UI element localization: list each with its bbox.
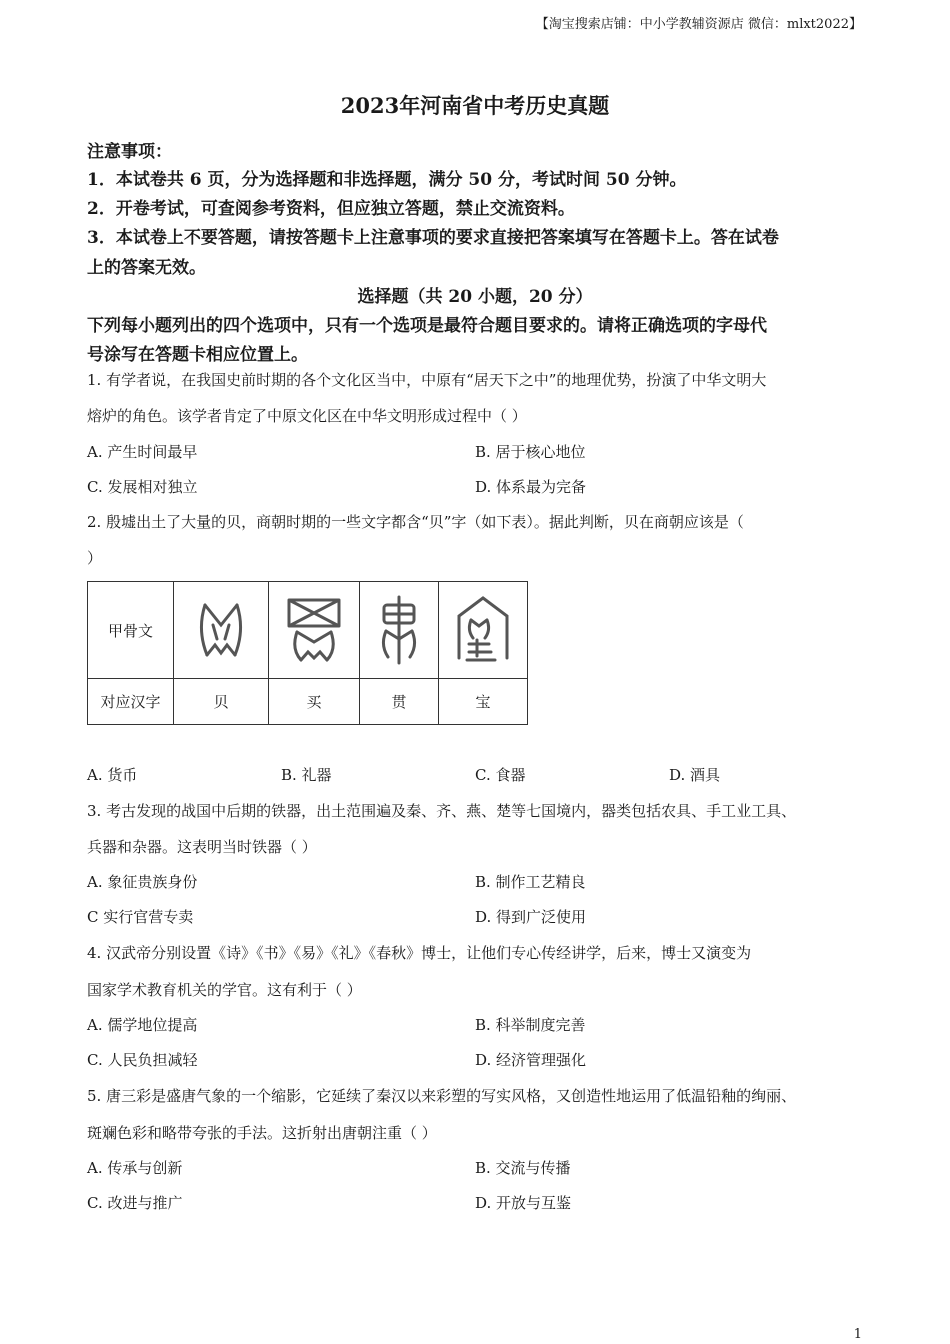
question-4-line-1: 4. 汉武帝分别设置《诗》《书》《易》《礼》《春秋》博士，让他们专心传经讲学，后来，博士又演变为 bbox=[87, 944, 752, 962]
char-bei: 贝 bbox=[174, 679, 269, 725]
question-3-option-d: D. 得到广泛使用 bbox=[475, 908, 587, 926]
page-number: 1 bbox=[853, 1327, 862, 1342]
question-2-option-b: B. 礼器 bbox=[281, 766, 332, 784]
question-2-option-d: D. 酒具 bbox=[669, 766, 721, 784]
question-5-option-d: D. 开放与互鉴 bbox=[475, 1194, 572, 1212]
oracle-bei-image bbox=[193, 595, 249, 665]
oracle-glyph-guan bbox=[360, 582, 439, 679]
question-1-option-c: C. 发展相对独立 bbox=[87, 478, 198, 496]
question-1-line-1: 1. 有学者说，在我国史前时期的各个文化区当中，中原有“居天下之中”的地理优势，扮演了中华文明大 bbox=[87, 371, 767, 389]
question-4-option-d: D. 经济管理强化 bbox=[475, 1051, 587, 1069]
question-3-option-a: A. 象征贵族身份 bbox=[87, 873, 198, 891]
oracle-bone-table bbox=[87, 581, 528, 725]
char-bao: 宝 bbox=[439, 679, 528, 725]
question-5-option-b: B. 交流与传播 bbox=[475, 1159, 571, 1177]
oracle-glyph-bei bbox=[174, 582, 269, 679]
question-4-option-b: B. 科举制度完善 bbox=[475, 1016, 586, 1034]
char-guan: 贯 bbox=[360, 679, 439, 725]
question-3-option-c: C 实行官营专卖 bbox=[87, 908, 194, 926]
question-4-option-a: A. 儒学地位提高 bbox=[87, 1016, 198, 1034]
notice-item-1: 1．本试卷共 6 页，分为选择题和非选择题，满分 50 分，考试时间 50 分钟。 bbox=[87, 170, 687, 190]
question-1-line-2: 熔炉的角色。该学者肯定了中原文化区在中华文明形成过程中（ ） bbox=[87, 407, 527, 425]
question-4-line-2: 国家学术教育机关的学官。这有利于（ ） bbox=[87, 981, 362, 999]
question-3-option-b: B. 制作工艺精良 bbox=[475, 873, 586, 891]
question-4-option-c: C. 人民负担减轻 bbox=[87, 1051, 198, 1069]
question-1-option-b: B. 居于核心地位 bbox=[475, 443, 586, 461]
question-5-line-1: 5. 唐三彩是盛唐气象的一个缩影，它延续了秦汉以来彩塑的写实风格，又创造性地运用了低温铅釉的绚丽、 bbox=[87, 1087, 797, 1105]
section-instruction-line-1: 下列每小题列出的四个选项中，只有一个选项是最符合题目要求的。请将正确选项的字母代 bbox=[87, 316, 767, 336]
question-5-option-c: C. 改进与推广 bbox=[87, 1194, 183, 1212]
question-2-line-1: 2. 殷墟出土了大量的贝，商朝时期的一些文字都含“贝”字（如下表）。据此判断，贝在商朝应该是（ bbox=[87, 513, 744, 531]
section-heading: 选择题（共 20 小题，20 分） bbox=[357, 287, 593, 307]
oracle-mai-image bbox=[283, 594, 345, 666]
table-header-modern: 对应汉字 bbox=[88, 679, 174, 725]
page-title: 2023年河南省中考历史真题 bbox=[340, 93, 610, 118]
table-header-oracle: 甲骨文 bbox=[88, 582, 174, 679]
notice-heading: 注意事项： bbox=[87, 142, 172, 162]
question-2-option-a: A. 货币 bbox=[87, 766, 138, 784]
question-2-option-c: C. 食器 bbox=[475, 766, 526, 784]
oracle-guan-image bbox=[376, 593, 422, 667]
question-3-line-2: 兵器和杂器。这表明当时铁器（ ） bbox=[87, 838, 317, 856]
oracle-glyph-bao bbox=[439, 582, 528, 679]
question-5-option-a: A. 传承与创新 bbox=[87, 1159, 183, 1177]
oracle-bao-image bbox=[451, 594, 515, 666]
notice-item-3-line-2: 上的答案无效。 bbox=[87, 258, 206, 278]
question-3-line-1: 3. 考古发现的战国中后期的铁器，出土范围遍及秦、齐、燕、楚等七国境内，器类包括农具、手工业工具、 bbox=[87, 802, 797, 820]
question-1-option-d: D. 体系最为完备 bbox=[475, 478, 587, 496]
question-5-line-2: 斑斓色彩和略带夸张的手法。这折射出唐朝注重（ ） bbox=[87, 1124, 437, 1142]
header-note: 【淘宝搜索店铺：中小学教辅资源店 微信：mlxt2022】 bbox=[535, 17, 862, 32]
notice-item-3-line-1: 3．本试卷上不要答题，请按答题卡上注意事项的要求直接把答案填写在答题卡上。答在试卷 bbox=[87, 228, 779, 248]
notice-item-2: 2．开卷考试，可查阅参考资料，但应独立答题，禁止交流资料。 bbox=[87, 199, 575, 219]
section-instruction-line-2: 号涂写在答题卡相应位置上。 bbox=[87, 345, 308, 365]
question-1-option-a: A. 产生时间最早 bbox=[87, 443, 198, 461]
char-mai: 买 bbox=[269, 679, 360, 725]
question-2-line-2: ） bbox=[87, 549, 103, 567]
oracle-glyph-mai bbox=[269, 582, 360, 679]
